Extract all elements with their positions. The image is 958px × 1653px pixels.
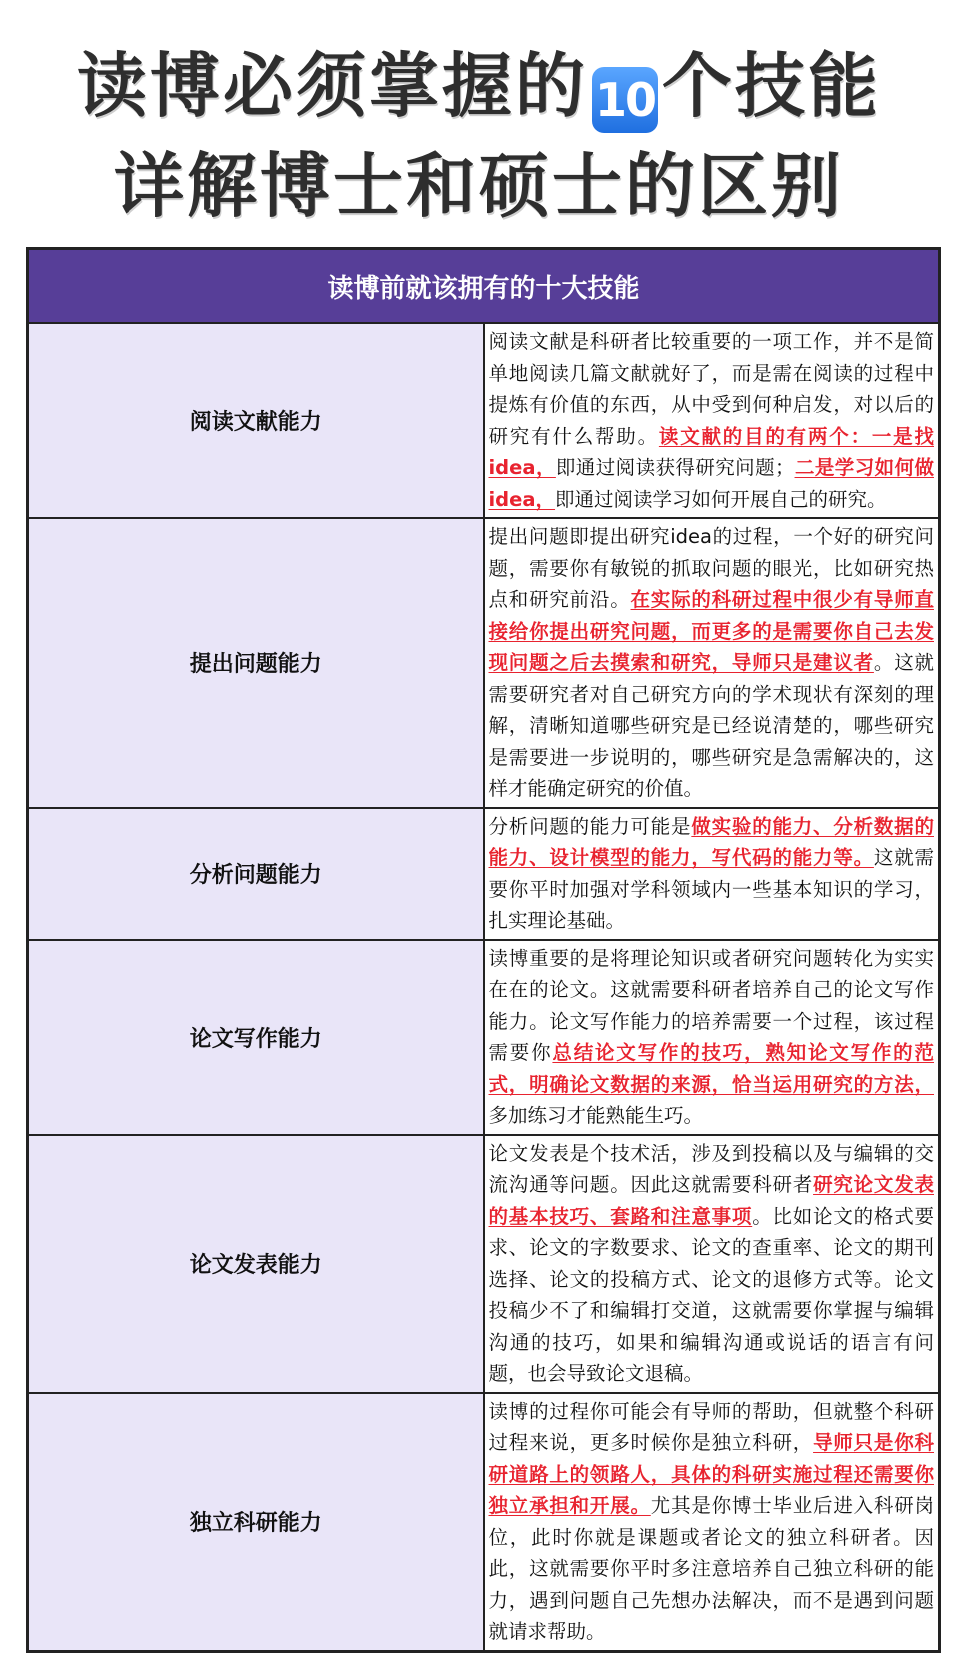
table-row	[28, 940, 940, 1135]
description-text: 多加练习才能熟能生巧。	[488, 1104, 704, 1127]
main-title-prefix: 读博必须掌握的	[77, 45, 588, 127]
skill-name: 阅读文献能力	[28, 323, 484, 518]
highlight-text: 在实际的科研过程中很少有导师直接给你提出研究问题，而更多的是需要你自己去发现问题之后去摸索和研究，导师只是建议者	[488, 588, 934, 674]
skill-description	[484, 323, 940, 518]
description-text: 这就需要你平时加强对学科领域内一些基本知识的学习，扎实理论基础。	[488, 846, 934, 932]
description-text: 读博重要的是将理论知识或者研究问题转化为实实在在的论文。这就需要科研者培养自己的论文写作能力。论文写作能力的培养需要一个过程，该过程需要你	[488, 946, 934, 1064]
table-header-row	[28, 249, 940, 324]
highlight-text: 读文献的目的有两个：一是找idea，	[488, 424, 934, 479]
description-text: 阅读文献是科研者比较重要的一项工作，并不是简单地阅读几篇文献就好了，而是需在阅读的过程中提炼有价值的东西，从中受到何种启发，对以后的研究有什么帮助。	[488, 330, 934, 448]
main-title-suffix: 个技能	[662, 45, 881, 127]
main-title-line2: 详解博士和硕士的区别	[114, 145, 844, 227]
table-row	[28, 518, 940, 808]
description-text: 。这就需要研究者对自己研究方向的学术现状有深刻的理解，清晰知道哪些研究是已经说清楚的，哪些研究是需要进一步说明的，哪些研究是急需解决的，这样才能确定研究的价值。	[488, 651, 934, 800]
highlight-text: 做实验的能力、分析数据的能力、设计模型的能力，写代码的能力等。	[488, 814, 934, 869]
skill-description	[484, 518, 940, 808]
highlight-text: 研究论文发表的基本技巧、套路和注意事项	[488, 1173, 934, 1228]
table-row	[28, 808, 940, 940]
skill-name: 独立科研能力	[28, 1393, 484, 1652]
description-text: 提出问题即提出研究idea的过程，一个好的研究问题，需要你有敏锐的抓取问题的眼光，比如研究热点和研究前沿。	[488, 525, 934, 611]
skill-description	[484, 1393, 940, 1652]
skill-name: 提出问题能力	[28, 518, 484, 808]
main-title-line1	[0, 30, 958, 133]
highlight-text: 总结论文写作的技巧，熟知论文写作的范式，明确论文数据的来源，恰当运用研究的方法，	[488, 1041, 934, 1096]
highlight-text: 导师只是你科研道路上的领路人，具体的科研实施过程还需要你独立承担和开展。	[488, 1431, 934, 1517]
description-text: 尤其是你博士毕业后进入科研岗位，此时你就是课题或者论文的独立科研者。因此，这就需要你平时多注意培养自己独立科研的能力，遇到问题自己先想办法解决，而不是遇到问题就请求帮助。	[488, 1494, 934, 1643]
skills-table	[26, 247, 941, 1653]
skill-name: 分析问题能力	[28, 808, 484, 940]
skill-name: 论文写作能力	[28, 940, 484, 1135]
description-text: 。比如论文的格式要求、论文的字数要求、论文的查重率、论文的期刊选择、论文的投稿方式、论文的退修方式等。论文投稿少不了和编辑打交道，这就需要你掌握与编辑沟通的技巧，如果和编辑沟通或说话的语言有问题，也会导致论文退稿。	[488, 1204, 934, 1385]
description-text: 论文发表是个技术活，涉及到投稿以及与编辑的交流沟通等问题。因此这就需要科研者	[488, 1141, 934, 1196]
description-text: 读博的过程你可能会有导师的帮助，但就整个科研过程来说，更多时候你是独立科研，	[488, 1399, 934, 1454]
number-10-badge-icon: 10	[592, 67, 658, 133]
table-row	[28, 1135, 940, 1393]
table-header: 读博前就该拥有的十大技能	[28, 249, 940, 324]
description-text: 即通过阅读学习如何开展自己的研究。	[555, 487, 887, 511]
skill-name: 论文发表能力	[28, 1135, 484, 1393]
skill-description	[484, 808, 940, 940]
skill-description	[484, 1135, 940, 1393]
skill-description	[484, 940, 940, 1135]
table-row	[28, 323, 940, 518]
description-text: 即通过阅读获得研究问题；	[555, 456, 795, 479]
highlight-text: 二是学习如何做idea，	[488, 456, 934, 511]
table-row	[28, 1393, 940, 1652]
description-text: 分析问题的能力可能是	[488, 814, 692, 838]
